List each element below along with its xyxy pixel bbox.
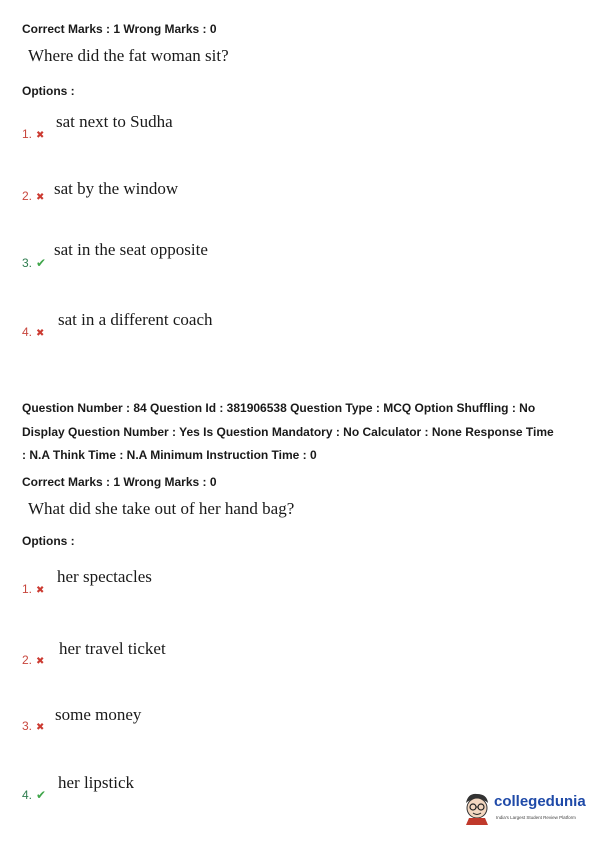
wrong-icon: ✖ — [36, 130, 45, 141]
q2-marks: Correct Marks : 1 Wrong Marks : 0 — [22, 475, 217, 489]
q1-option-3-text: sat in the seat opposite — [54, 240, 208, 259]
q2-options-label: Options : — [22, 534, 75, 548]
q2-info-line-2: Display Question Number : Yes Is Question Mandatory : No Calculator : None Response Time — [22, 425, 554, 439]
q1-option-1-number: 1. ✖ — [22, 127, 45, 141]
q2-info-line-3: : N.A Think Time : N.A Minimum Instruction Time : 0 — [22, 448, 317, 462]
wrong-icon: ✖ — [36, 585, 45, 596]
collegedunia-logo — [462, 789, 587, 829]
q1-option-2-text: sat by the window — [54, 179, 179, 198]
q1-question-text: Where did the fat woman sit? — [28, 46, 229, 65]
check-icon: ✔ — [36, 788, 47, 802]
q1-option-4-number: 4. ✖ — [22, 325, 45, 339]
logo-tagline: India's Largest Student Review Platform — [496, 815, 576, 820]
q2-option-2-text: her travel ticket — [59, 639, 166, 658]
q2-option-3-number: 3. ✖ — [22, 719, 45, 733]
check-icon: ✔ — [36, 256, 47, 270]
q1-option-2-number: 2. ✖ — [22, 189, 45, 203]
student-mascot-icon — [462, 791, 492, 825]
wrong-icon: ✖ — [36, 192, 45, 203]
q1-option-4-text: sat in a different coach — [58, 310, 213, 329]
wrong-icon: ✖ — [36, 722, 45, 733]
q2-option-4-number: 4. ✔ — [22, 788, 47, 802]
q2-option-4-text: her lipstick — [58, 773, 135, 792]
q2-option-1-number: 1. ✖ — [22, 582, 45, 596]
q1-marks: Correct Marks : 1 Wrong Marks : 0 — [22, 22, 217, 36]
q2-question-text: What did she take out of her hand bag? — [28, 499, 295, 518]
q2-option-1-text: her spectacles — [57, 567, 152, 586]
q1-option-3-number: 3. ✔ — [22, 256, 47, 270]
q2-option-3-text: some money — [55, 705, 142, 724]
wrong-icon: ✖ — [36, 656, 45, 667]
q2-info-line-1: Question Number : 84 Question Id : 381906538 Question Type : MCQ Option Shuffling : No — [22, 401, 536, 415]
q1-option-1-text: sat next to Sudha — [56, 112, 173, 131]
q1-options-label: Options : — [22, 84, 75, 98]
wrong-icon: ✖ — [36, 328, 45, 339]
q2-option-2-number: 2. ✖ — [22, 653, 45, 667]
logo-wordmark: collegedunia — [494, 793, 586, 810]
